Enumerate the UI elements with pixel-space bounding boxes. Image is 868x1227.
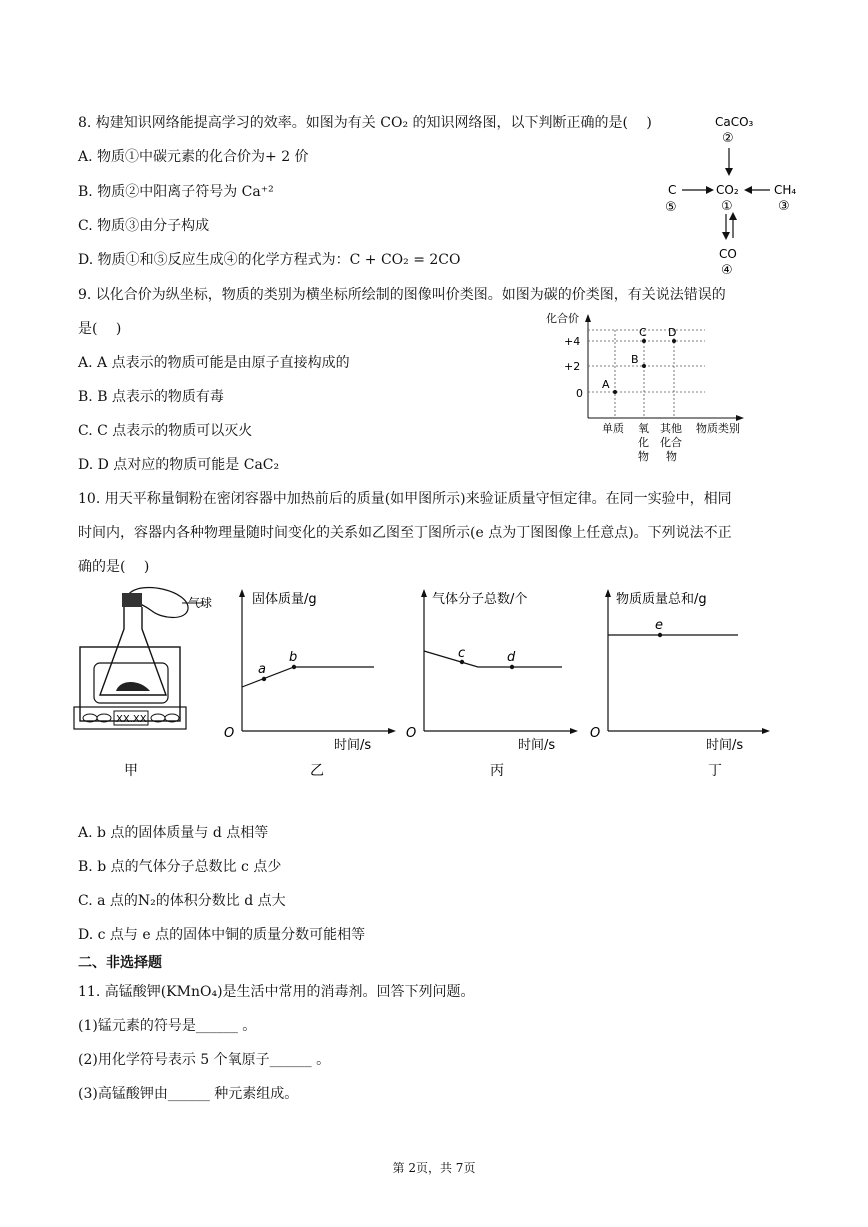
page-footer: 第 2页，共 7页 (392, 1161, 476, 1175)
point-d-label: d (507, 650, 516, 665)
x-category-other-1: 其他 (660, 422, 682, 435)
copper-powder (116, 682, 150, 691)
co2-knowledge-network-diagram (650, 110, 810, 280)
gas-molecules-curve (424, 651, 562, 667)
q9-stem-line2: 是( ) (78, 321, 122, 337)
fig-ding-total-mass-chart (588, 583, 778, 783)
q8-option-a: A. 物质①中碳元素的化合价为+ 2 价 (78, 149, 309, 165)
co-label: CO (719, 247, 737, 261)
x-axis-arrow-icon (570, 728, 578, 734)
x-axis-arrow-icon (762, 728, 770, 734)
point-b (292, 665, 296, 669)
point-b (642, 364, 646, 368)
point-b-label: b (289, 650, 298, 665)
q10-stem-line1: 10. 用天平称量铜粉在密闭容器中加热前后的质量(如甲图所示)来验证质量守恒定律。在同一实验中，相同 (78, 491, 732, 507)
fig-bing-gas-molecules-chart (404, 583, 584, 783)
fig-jia-caption: 甲 (124, 763, 138, 779)
q10-option-a: A. b 点的固体质量与 d 点相等 (78, 825, 269, 841)
flask-icon (100, 607, 166, 695)
label-3: ③ (778, 199, 790, 214)
q10-option-b: B. b 点的气体分子总数比 c 点少 (78, 859, 282, 875)
q11-item-1: (1)锰元素的符号是______ 。 (78, 1018, 257, 1034)
q8-option-b: B. 物质②中阳离子符号为 Ca⁺² (78, 184, 274, 200)
fig-jia-flask-on-balance (70, 583, 220, 783)
x-axis-arrow-icon (736, 415, 744, 421)
x-category-other-3: 物 (666, 450, 677, 463)
point-d (672, 339, 676, 343)
fig-ding-caption: 丁 (708, 763, 722, 779)
point-c-label: c (458, 646, 466, 661)
fig-bing-caption: 丙 (490, 763, 504, 779)
label-4: ④ (721, 263, 733, 278)
q9-option-d: D. D 点对应的物质可能是 CaC₂ (78, 457, 280, 473)
fig-yi-solid-mass-chart (222, 583, 402, 783)
point-a (613, 390, 617, 394)
x-category-oxide-2: 化 (638, 436, 649, 449)
y-axis-arrow-icon (605, 589, 611, 597)
q10-option-d: D. c 点与 e 点的固体中铜的质量分数可能相等 (78, 927, 366, 943)
origin-label: O (406, 726, 417, 741)
balloon-label: 气球 (188, 596, 213, 610)
grid-lines (588, 330, 705, 418)
q10-option-c: C. a 点的N₂的体积分数比 d 点大 (78, 893, 286, 909)
point-e-label: e (655, 618, 663, 633)
y-axis-arrow-icon (421, 589, 427, 597)
q9-option-a: A. A 点表示的物质可能是由原子直接构成的 (78, 355, 350, 371)
x-axis-label: 时间/s (518, 738, 556, 753)
q9-stem-line1: 9. 以化合价为纵坐标，物质的类别为横坐标所绘制的图像叫价类图。如图为碳的价类图，有关说法错误的 (78, 287, 726, 303)
q10-stem-line2: 时间内，容器内各种物理量随时间变化的关系如乙图至丁图所示(e 点为丁图图像上任意点)。下列说法不正 (78, 525, 732, 541)
y-axis-label: 固体质量/g (252, 592, 317, 607)
x-category-other-2: 化合 (660, 436, 682, 449)
q8-stem: 8. 构建知识网络能提高学习的效率。如图为有关 CO₂ 的知识网络图，以下判断正确的是( ) (78, 115, 652, 131)
section-heading-non-choice: 二、非选择题 (78, 955, 162, 971)
y-axis-arrow-icon (239, 589, 245, 597)
q11-item-2: (2)用化学符号表示 5 个氧原子______ 。 (78, 1052, 331, 1068)
point-a-label: a (258, 662, 266, 677)
y-axis-label: 气体分子总数/个 (432, 592, 528, 607)
q8-option-d: D. 物质①和⑤反应生成④的化学方程式为：C + CO₂ = 2CO (78, 252, 461, 268)
label-2: ② (722, 131, 734, 146)
x-category-elemental: 单质 (602, 422, 624, 435)
fig-yi-caption: 乙 (310, 763, 324, 779)
q8-option-c: C. 物质③由分子构成 (78, 218, 210, 234)
point-c-label: C (639, 326, 647, 339)
origin-label: O (224, 726, 235, 741)
x-axis-label: 时间/s (706, 738, 744, 753)
ch4-label: CH₄ (774, 183, 797, 197)
y-axis-arrow-icon (585, 314, 591, 322)
caco3-label: CaCO₃ (715, 115, 754, 129)
point-a (262, 677, 266, 681)
q10-stem-line3: 确的是( ) (78, 559, 150, 575)
x-axis-label: 时间/s (334, 738, 372, 753)
q11-item-3: (3)高锰酸钾由______ 种元素组成。 (78, 1086, 299, 1102)
q11-stem: 11. 高锰酸钾(KMnO₄)是生活中常用的消毒剂。回答下列问题。 (78, 984, 475, 1000)
c-label: C (668, 183, 677, 197)
q9-option-b: B. B 点表示的物质有毒 (78, 389, 224, 405)
x-category-oxide-3: 物 (638, 450, 649, 463)
point-e (658, 633, 662, 637)
arrowhead-left-icon (744, 186, 752, 194)
arrowhead-right-icon (706, 186, 714, 194)
point-a-label: A (602, 378, 610, 391)
carbon-valence-class-chart (540, 308, 760, 468)
ytick-plus2: +2 (564, 360, 581, 373)
arrowhead-down-icon (725, 168, 733, 176)
x-axis-arrow-icon (388, 728, 396, 734)
ytick-plus4: +4 (564, 335, 581, 348)
label-1: ① (721, 199, 733, 214)
balance-display-text: XX.XX (116, 714, 147, 725)
ytick-0: 0 (576, 387, 583, 400)
y-axis-label: 化合价 (546, 312, 579, 325)
origin-label: O (590, 726, 601, 741)
y-axis-label: 物质质量总和/g (616, 592, 707, 607)
q9-option-c: C. C 点表示的物质可以灭火 (78, 423, 253, 439)
x-category-oxide-1: 氧 (638, 422, 649, 435)
point-d (510, 665, 514, 669)
point-d-label: D (668, 326, 677, 339)
co2-label: CO₂ (716, 183, 739, 197)
point-c (642, 339, 646, 343)
label-5: ⑤ (665, 200, 677, 215)
x-axis-label: 物质类别 (696, 422, 740, 435)
arrowhead-down-icon (722, 232, 730, 240)
stopper (122, 593, 142, 607)
point-b-label: B (631, 353, 639, 366)
